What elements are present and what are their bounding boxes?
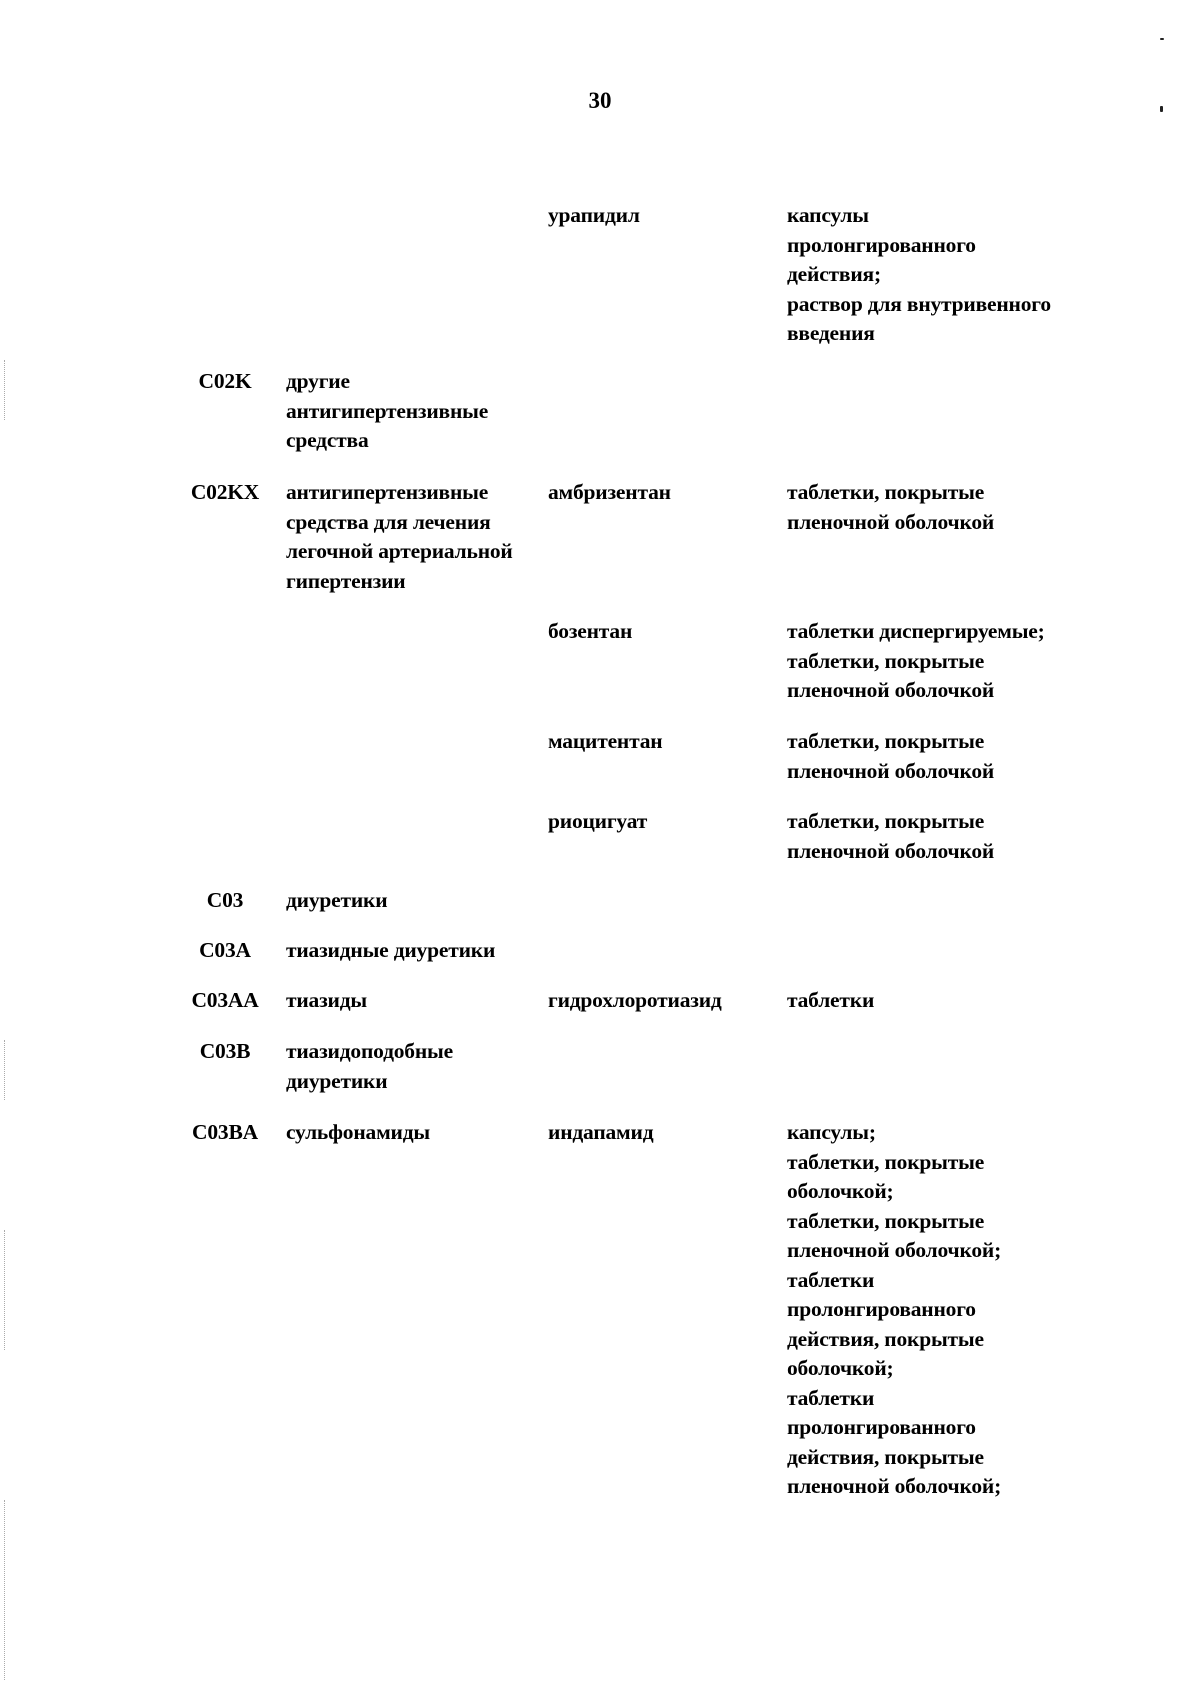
scan-margin-marks — [4, 360, 6, 420]
group-name — [286, 986, 546, 1016]
cell-line: таблетки, покрытые — [787, 648, 985, 673]
cell-line: оболочкой; — [787, 1356, 894, 1380]
group-name — [286, 936, 546, 966]
cell-line: другие — [286, 369, 350, 393]
dosage-forms — [787, 201, 1087, 349]
cell-line: легочной артериальной — [286, 539, 513, 563]
scan-margin-marks — [4, 1230, 6, 1350]
drug-name: урапидил — [548, 203, 640, 227]
cell-line: пленочной оболочкой — [787, 758, 995, 783]
cell-line: средства для лечения — [286, 509, 491, 534]
cell-line: капсулы; — [787, 1120, 876, 1144]
scan-margin-marks — [4, 1040, 6, 1100]
cell-line: диуретики — [286, 1068, 388, 1093]
cell-line: пленочной оболочкой; — [787, 1238, 1002, 1262]
group-name — [286, 886, 546, 916]
cell-line: действия, покрытые — [787, 1326, 984, 1351]
cell-line: пролонгированного — [787, 1297, 976, 1321]
cell-line: пленочной оболочкой; — [787, 1474, 1002, 1498]
cell-line: антигипертензивные — [286, 480, 489, 504]
atc-code: C03A — [199, 938, 251, 962]
drug-name: риоцигуат — [548, 809, 648, 833]
atc-code: C03B — [199, 1039, 251, 1063]
cell-line: пленочной оболочкой — [787, 509, 995, 534]
cell-line: действия, покрытые — [787, 1444, 984, 1469]
cell-line: таблетки — [787, 988, 875, 1012]
atc-code: C03BA — [192, 1120, 258, 1144]
group-name — [286, 478, 546, 596]
atc-code: C03AA — [191, 988, 259, 1012]
dosage-forms — [787, 727, 1087, 786]
scan-speck — [1160, 38, 1164, 40]
cell-line: тиазидоподобные — [286, 1039, 453, 1063]
cell-line: таблетки, покрытые — [787, 480, 985, 504]
cell-line: пленочной оболочкой — [787, 678, 995, 702]
cell-line: тиазидные диуретики — [286, 938, 496, 962]
group-name — [286, 1037, 546, 1096]
cell-line: гипертензии — [286, 568, 406, 593]
drug-name: мацитентан — [548, 729, 663, 753]
scan-speck — [1160, 106, 1163, 112]
atc-code: C03 — [206, 888, 244, 912]
cell-line: действия; — [787, 262, 881, 286]
cell-line: таблетки, покрытые — [787, 1149, 985, 1174]
cell-line: пролонгированного — [787, 232, 976, 257]
cell-line: таблетки — [787, 1267, 875, 1292]
cell-line: тиазиды — [286, 988, 367, 1012]
cell-line: таблетки диспергируемые; — [787, 619, 1045, 643]
cell-line: таблетки — [787, 1385, 875, 1410]
drug-name: амбризентан — [548, 480, 671, 504]
page-number: 30 — [588, 88, 612, 113]
atc-code: C02KX — [190, 480, 260, 504]
dosage-forms — [787, 617, 1087, 706]
drug-name: гидрохлоротиазид — [548, 988, 722, 1012]
cell-line: диуретики — [286, 888, 388, 912]
atc-code: C02K — [198, 369, 252, 393]
cell-line: введения — [787, 321, 875, 345]
dosage-forms — [787, 986, 1087, 1016]
group-name — [286, 1118, 546, 1148]
cell-line: пролонгированного — [787, 1415, 976, 1439]
drug-name: индапамид — [548, 1120, 654, 1144]
cell-line: сульфонамиды — [286, 1120, 430, 1144]
dosage-forms — [787, 807, 1087, 866]
drug-name: бозентан — [548, 619, 633, 643]
group-name — [286, 367, 546, 456]
cell-line: таблетки, покрытые — [787, 809, 985, 833]
dosage-forms — [787, 1118, 1087, 1502]
cell-line: таблетки, покрытые — [787, 729, 985, 753]
cell-line: средства — [286, 428, 369, 452]
dosage-forms — [787, 478, 1087, 537]
scan-margin-marks — [4, 1500, 6, 1680]
cell-line: антигипертензивные — [286, 398, 489, 423]
cell-line: капсулы — [787, 203, 869, 227]
cell-line: раствор для внутривенного — [787, 291, 1051, 316]
cell-line: оболочкой; — [787, 1179, 894, 1203]
cell-line: таблетки, покрытые — [787, 1208, 985, 1233]
cell-line: пленочной оболочкой — [787, 838, 995, 863]
